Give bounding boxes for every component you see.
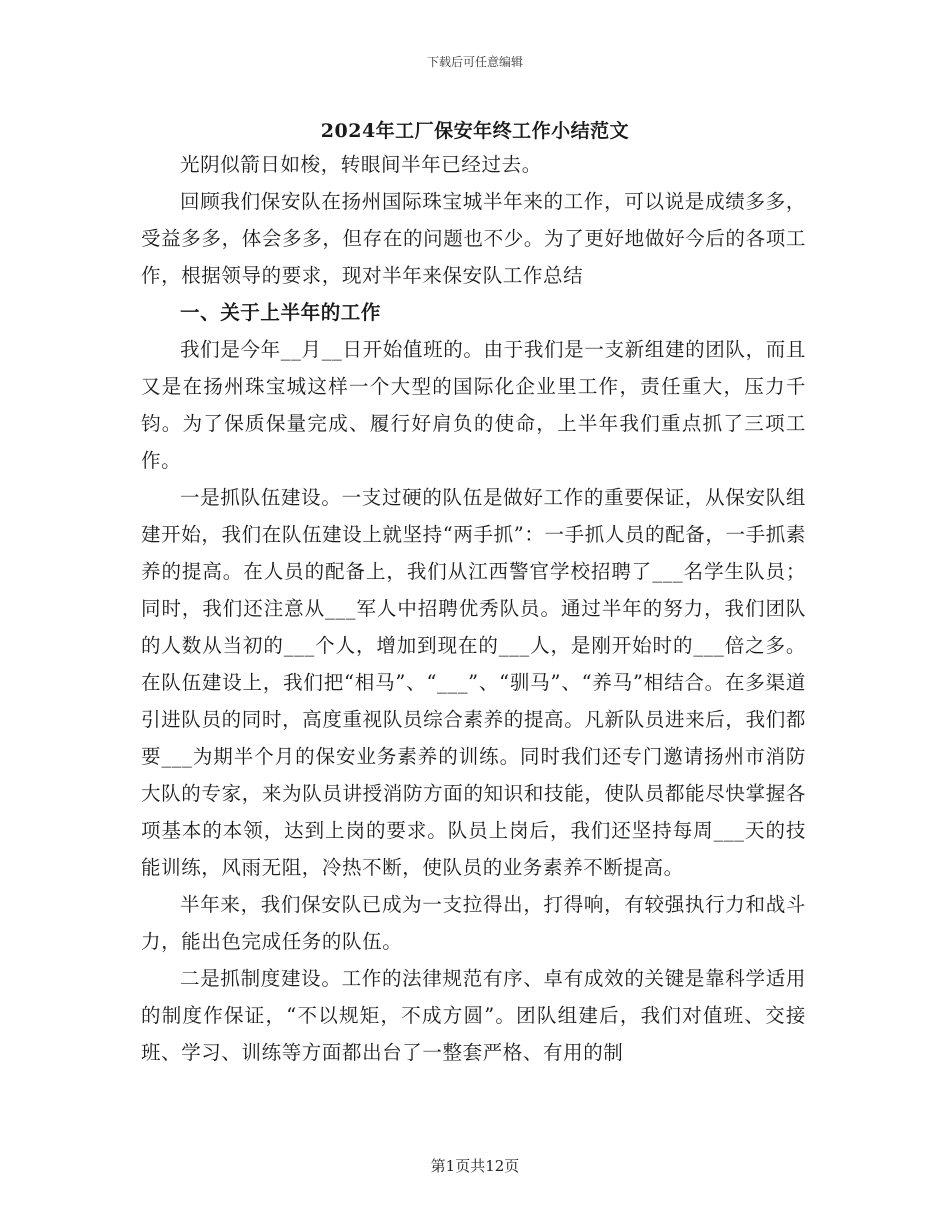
paragraph-start-duty: 我们是今年__月__日开始值班的。由于我们是一支新组建的团队，而且又是在扬州珠宝城这样一个大型的国际化企业里工作，责任重大，压力千钧。为了保质保量完成、履行好肩负的使命，上半年我们重点抓了三项工作。 bbox=[141, 338, 806, 472]
document-title: 2024年工厂保安年终工作小结范文 bbox=[320, 120, 630, 142]
section-heading-first-half: 一、关于上半年的工作 bbox=[180, 301, 382, 324]
paragraph-intro: 光阴似箭日如梭，转眼间半年已经过去。 bbox=[180, 153, 542, 176]
paragraph-system-building: 二是抓制度建设。工作的法律规范有序、卓有成效的关键是靠科学适用的制度作保证，“不以规矩，不成方圆”。团队组建后，我们对值班、交接班、学习、训练等方面都出台了一整套严格、有用的制 bbox=[141, 967, 806, 1064]
page-number: 第1页共12页 bbox=[430, 1157, 520, 1175]
page-header-note: 下载后可任意编辑 bbox=[426, 55, 523, 69]
paragraph-team-building: 一是抓队伍建设。一支过硬的队伍是做好工作的重要保证，从保安队组建开始，我们在队伍建设上就坚持“两手抓”：一手抓人员的配备，一手抓素养的提高。在人员的配备上，我们从江西警官学校招聘了___名学生队员；同时，我们还注意从___军人中招聘优秀队员。通过半年的努力，我们团队的人数从当初的___个人，增加到现在的___人，是刚开始时的___倍之多。在队伍建设上，我们把“相马”、“___”、“驯马”、“养马”相结合。在多渠道引进队员的同时，高度重视队员综合素养的提高。凡新队员进来后，我们都要___为期半个月的保安业务素养的训练。同时我们还专门邀请扬州市消防大队的专家，来为队员讲授消防方面的知识和技能，使队员都能尽快掌握各项基本的本领，达到上岗的要求。队员上岗后，我们还坚持每周___天的技能训练，风雨无阻，冷热不断，使队员的业务素养不断提高。 bbox=[141, 486, 806, 879]
document-body bbox=[141, 146, 806, 1071]
paragraph-team-result: 半年来，我们保安队已成为一支拉得出，打得响，有较强执行力和战斗力，能出色完成任务的队伍。 bbox=[141, 893, 806, 953]
paragraph-review: 回顾我们保安队在扬州国际珠宝城半年来的工作，可以说是成绩多多，受益多多，体会多多，但存在的问题也不少。为了更好地做好今后的各项工作，根据领导的要求，现对半年来保安队工作总结 bbox=[141, 190, 806, 287]
